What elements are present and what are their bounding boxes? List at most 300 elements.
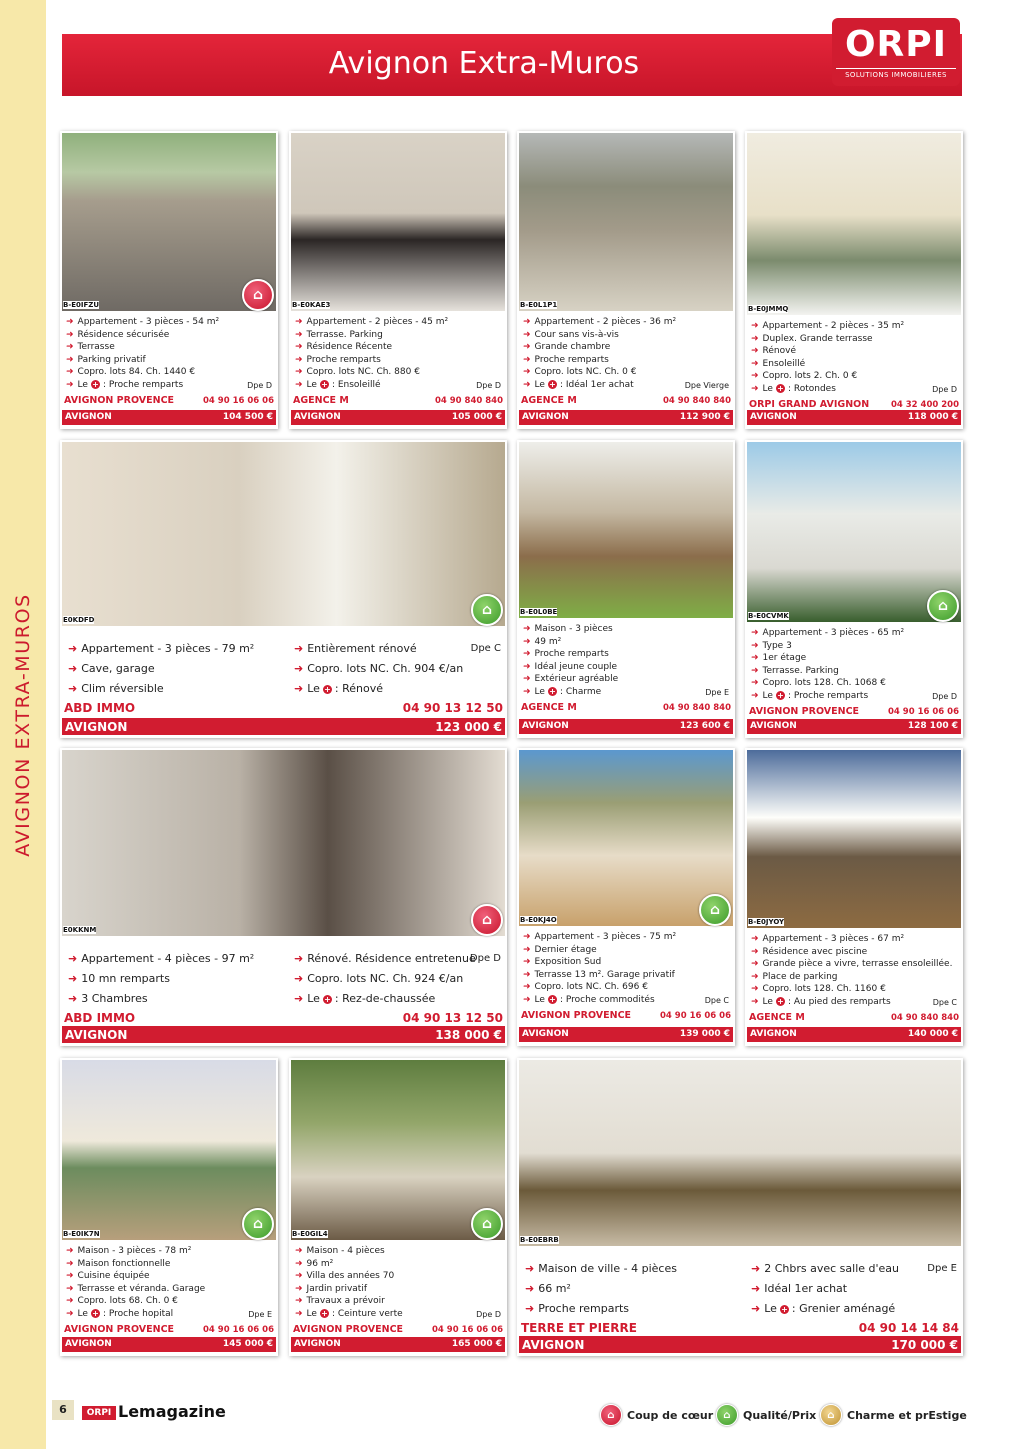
agency-name[interactable]: AVIGNON PROVENCE bbox=[293, 1324, 404, 1335]
listing-feature bbox=[295, 342, 392, 352]
listing-feature bbox=[751, 678, 886, 688]
plus-icon: + bbox=[549, 994, 556, 1004]
listing-price: 112 900 € bbox=[679, 412, 730, 422]
arrow-icon: ➜ bbox=[751, 946, 759, 957]
listing-feature bbox=[66, 1296, 178, 1306]
listing-price: 104 500 € bbox=[222, 412, 273, 422]
listing-city: AVIGNON bbox=[65, 720, 128, 734]
arrow-icon: ➜ bbox=[295, 1246, 303, 1256]
feature-text: Terrasse. Parking bbox=[762, 665, 839, 676]
highlight-prefix: Le bbox=[534, 379, 545, 390]
listing-card[interactable] bbox=[517, 1058, 963, 1356]
feature-text: Place de parking bbox=[762, 971, 838, 982]
arrow-icon: ➜ bbox=[751, 1302, 761, 1315]
listing-feature bbox=[68, 642, 254, 655]
feature-text: 49 m² bbox=[534, 636, 562, 647]
listing-highlight bbox=[294, 992, 435, 1005]
listing-highlight bbox=[523, 995, 655, 1005]
listing-feature bbox=[525, 1282, 571, 1295]
listing-card[interactable] bbox=[517, 440, 735, 738]
feature-text: Copro. lots 128. Ch. 1160 € bbox=[762, 984, 886, 994]
listing-price: 170 000 € bbox=[891, 1338, 958, 1352]
agency-name[interactable]: ABD IMMO bbox=[64, 1011, 136, 1025]
plus-icon: + bbox=[549, 686, 556, 696]
feature-text: Rénové bbox=[762, 346, 797, 356]
arrow-icon: ➜ bbox=[294, 972, 304, 985]
feature-text: Proche remparts bbox=[538, 1302, 630, 1315]
agency-phone[interactable]: 04 90 16 06 06 bbox=[660, 1011, 731, 1021]
listing-feature bbox=[295, 1284, 367, 1294]
price-bar bbox=[747, 410, 961, 425]
listing-reference: B-E0JMMQ bbox=[748, 305, 789, 313]
feature-text: Résidence sécurisée bbox=[77, 329, 170, 340]
legend-charme-prestige: ⌂ Charme et prEstige bbox=[820, 1403, 967, 1427]
arrow-icon: ➜ bbox=[68, 972, 78, 985]
arrow-icon: ➜ bbox=[66, 342, 74, 352]
arrow-icon: ➜ bbox=[523, 367, 531, 377]
listing-feature bbox=[66, 1271, 150, 1281]
listing-photo[interactable] bbox=[747, 750, 961, 928]
agency-phone[interactable]: 04 90 13 12 50 bbox=[402, 1011, 503, 1025]
feature-text: Maison - 4 pièces bbox=[306, 1246, 385, 1256]
highlight-text: : Au pied des remparts bbox=[787, 996, 891, 1007]
heart-house-icon: ⌂ bbox=[242, 279, 274, 311]
arrow-icon: ➜ bbox=[751, 371, 759, 381]
highlight-text: : Proche commodités bbox=[559, 994, 655, 1005]
dpe-rating: Dpe D bbox=[932, 384, 957, 394]
feature-text: Idéal 1er achat bbox=[764, 1282, 848, 1295]
listing-photo[interactable] bbox=[519, 1060, 961, 1246]
dpe-rating: Dpe D bbox=[476, 380, 501, 390]
agency-phone[interactable]: 04 90 840 840 bbox=[890, 1013, 959, 1023]
highlight-prefix: Le bbox=[77, 379, 88, 390]
plus-icon: + bbox=[324, 684, 331, 694]
listing-price: 123 000 € bbox=[435, 720, 502, 734]
dpe-rating: Dpe D bbox=[932, 691, 957, 701]
listing-reference: B-E0KJ4O bbox=[520, 916, 557, 924]
agency-name[interactable]: ABD IMMO bbox=[64, 701, 136, 715]
price-bar bbox=[62, 1026, 505, 1043]
listing-feature bbox=[294, 642, 417, 655]
legend-coup-de-coeur: ⌂ Coup de cœur bbox=[600, 1403, 713, 1427]
quality-house-icon: ⌂ bbox=[927, 590, 959, 622]
listing-feature bbox=[751, 371, 857, 381]
highlight-text: : Proche hopital bbox=[102, 1308, 174, 1319]
section-title: Avignon Extra-Muros bbox=[328, 46, 640, 81]
listing-feature bbox=[523, 945, 597, 955]
arrow-icon: ➜ bbox=[66, 1283, 74, 1294]
feature-text: Idéal jeune couple bbox=[534, 661, 618, 672]
agency-name[interactable]: AGENCE M bbox=[293, 395, 349, 406]
agency-name[interactable]: AVIGNON PROVENCE bbox=[64, 395, 175, 406]
listing-feature bbox=[66, 1246, 191, 1256]
agency-name[interactable]: AVIGNON PROVENCE bbox=[749, 706, 860, 717]
listing-reference: B-E0CVMK bbox=[748, 612, 789, 620]
arrow-icon: ➜ bbox=[294, 952, 304, 965]
agency-phone[interactable]: 04 90 14 14 84 bbox=[858, 1321, 959, 1335]
dpe-rating: Dpe C bbox=[704, 995, 729, 1005]
arrow-icon: ➜ bbox=[523, 674, 531, 684]
dpe-rating: Dpe C bbox=[470, 643, 501, 654]
listing-feature bbox=[751, 653, 806, 663]
agency-phone[interactable]: 04 90 16 06 06 bbox=[432, 1325, 503, 1335]
feature-text: Type 3 bbox=[762, 640, 792, 651]
listing-photo[interactable] bbox=[62, 133, 276, 311]
quality-house-icon: ⌂ bbox=[716, 1404, 738, 1426]
plus-icon: + bbox=[321, 1308, 328, 1318]
arrow-icon: ➜ bbox=[68, 992, 78, 1005]
feature-text: Terrasse 13 m². Garage privatif bbox=[534, 969, 675, 980]
listing-feature bbox=[751, 1262, 899, 1275]
listing-highlight bbox=[523, 687, 601, 697]
listing-feature bbox=[751, 628, 904, 638]
arrow-icon: ➜ bbox=[523, 317, 531, 327]
agency-name[interactable]: ORPI GRAND AVIGNON bbox=[749, 399, 870, 410]
highlight-text: : Ensoleillé bbox=[331, 379, 381, 390]
listing-feature bbox=[295, 1259, 333, 1269]
listing-feature bbox=[523, 932, 676, 942]
arrow-icon: ➜ bbox=[295, 1296, 303, 1306]
arrow-icon: ➜ bbox=[295, 1258, 303, 1269]
feature-text: Appartement - 3 pièces - 75 m² bbox=[534, 932, 677, 942]
feature-text: Cour sans vis-à-vis bbox=[534, 329, 619, 340]
listing-photo[interactable] bbox=[62, 442, 505, 626]
listing-feature bbox=[295, 317, 448, 327]
feature-text: 2 Chbrs avec salle d'eau bbox=[764, 1262, 899, 1275]
feature-text: Proche remparts bbox=[534, 354, 609, 365]
price-bar bbox=[62, 410, 276, 425]
listing-photo[interactable] bbox=[291, 133, 505, 311]
feature-text: Appartement - 4 pièces - 97 m² bbox=[81, 952, 255, 965]
arrow-icon: ➜ bbox=[295, 317, 303, 327]
highlight-text: : Ceinture verte bbox=[331, 1308, 403, 1319]
feature-text: Appartement - 2 pièces - 36 m² bbox=[534, 317, 677, 327]
listing-price: 123 600 € bbox=[679, 721, 730, 731]
arrow-icon: ➜ bbox=[751, 628, 759, 638]
arrow-icon: ➜ bbox=[68, 952, 78, 965]
listing-feature bbox=[68, 992, 148, 1005]
plus-icon: + bbox=[777, 690, 784, 700]
listing-city: AVIGNON bbox=[750, 721, 797, 731]
arrow-icon: ➜ bbox=[523, 982, 531, 992]
feature-text: Copro. lots NC. Ch. 696 € bbox=[534, 982, 648, 992]
agency-phone[interactable]: 04 90 840 840 bbox=[434, 396, 503, 406]
listing-feature bbox=[523, 957, 601, 967]
highlight-prefix: Le bbox=[307, 682, 320, 695]
arrow-icon: ➜ bbox=[523, 932, 531, 942]
heart-house-icon: ⌂ bbox=[471, 904, 503, 936]
arrow-icon: ➜ bbox=[523, 686, 531, 697]
agency-phone[interactable]: 04 90 16 06 06 bbox=[888, 707, 959, 717]
listing-feature bbox=[525, 1302, 629, 1315]
listing-feature bbox=[751, 666, 839, 676]
listing-price: 140 000 € bbox=[907, 1029, 958, 1039]
listing-feature bbox=[66, 1259, 170, 1269]
feature-text: Grande pièce a vivre, terrasse ensoleillée. bbox=[762, 959, 953, 969]
agency-phone[interactable]: 04 90 13 12 50 bbox=[402, 701, 503, 715]
agency-name[interactable]: AVIGNON PROVENCE bbox=[64, 1324, 175, 1335]
listing-card[interactable] bbox=[517, 748, 735, 1046]
feature-text: Maison fonctionnelle bbox=[77, 1258, 171, 1269]
arrow-icon: ➜ bbox=[751, 383, 759, 394]
listing-feature bbox=[295, 355, 381, 365]
listing-card[interactable] bbox=[289, 1058, 507, 1356]
listing-reference: B-E0EBRB bbox=[520, 1236, 559, 1244]
agency-phone[interactable]: 04 90 16 06 06 bbox=[203, 396, 274, 406]
feature-text: 96 m² bbox=[306, 1258, 334, 1269]
listing-feature bbox=[523, 317, 676, 327]
plus-icon: + bbox=[92, 1308, 99, 1318]
listing-photo[interactable] bbox=[291, 1060, 505, 1240]
arrow-icon: ➜ bbox=[751, 333, 759, 344]
agency-name[interactable]: TERRE ET PIERRE bbox=[521, 1321, 637, 1335]
listing-photo[interactable] bbox=[519, 442, 733, 618]
price-bar bbox=[747, 1027, 961, 1042]
listing-feature bbox=[68, 972, 170, 985]
feature-text: Villa des années 70 bbox=[306, 1271, 395, 1281]
price-bar bbox=[62, 1337, 276, 1352]
highlight-prefix: Le bbox=[762, 383, 773, 394]
listing-feature bbox=[751, 334, 873, 344]
arrow-icon: ➜ bbox=[751, 690, 759, 701]
highlight-text: : Proche remparts bbox=[787, 690, 869, 701]
arrow-icon: ➜ bbox=[66, 1296, 74, 1306]
listing-card[interactable] bbox=[60, 1058, 278, 1356]
arrow-icon: ➜ bbox=[295, 354, 303, 365]
listing-card[interactable] bbox=[60, 748, 507, 1046]
listing-feature bbox=[68, 952, 254, 965]
listing-feature bbox=[66, 355, 146, 365]
listing-highlight bbox=[751, 384, 836, 394]
listing-feature bbox=[523, 674, 618, 684]
listing-card[interactable] bbox=[745, 131, 963, 429]
plus-icon: + bbox=[777, 996, 784, 1006]
agency-name[interactable]: AGENCE M bbox=[521, 395, 577, 406]
feature-text: Grande chambre bbox=[534, 342, 611, 352]
listing-reference: B-E0JYOY bbox=[748, 918, 785, 926]
agency-name[interactable]: AGENCE M bbox=[521, 702, 577, 713]
charm-house-icon: ⌂ bbox=[820, 1404, 842, 1426]
arrow-icon: ➜ bbox=[68, 642, 78, 655]
listing-city: AVIGNON bbox=[65, 412, 112, 422]
listing-highlight bbox=[523, 380, 634, 390]
dpe-rating: Dpe D bbox=[469, 953, 501, 964]
listing-card[interactable] bbox=[289, 131, 507, 429]
listing-city: AVIGNON bbox=[522, 1029, 569, 1039]
arrow-icon: ➜ bbox=[523, 329, 531, 340]
feature-text: Terrasse bbox=[77, 342, 115, 352]
listing-feature bbox=[523, 970, 675, 980]
arrow-icon: ➜ bbox=[751, 358, 759, 369]
section-banner bbox=[62, 34, 962, 96]
listing-feature bbox=[751, 972, 838, 982]
listing-city: AVIGNON bbox=[294, 1339, 341, 1349]
listing-feature bbox=[523, 330, 619, 340]
feature-text: Entièrement rénové bbox=[307, 642, 417, 655]
listing-city: AVIGNON bbox=[522, 412, 569, 422]
feature-text: Parking privatif bbox=[77, 354, 146, 365]
listing-price: 139 000 € bbox=[679, 1029, 730, 1039]
listing-photo[interactable] bbox=[519, 133, 733, 311]
highlight-prefix: Le bbox=[534, 994, 545, 1005]
listing-city: AVIGNON bbox=[522, 721, 569, 731]
agency-name[interactable]: AGENCE M bbox=[749, 1012, 805, 1023]
arrow-icon: ➜ bbox=[295, 342, 303, 352]
arrow-icon: ➜ bbox=[66, 1308, 74, 1319]
listing-city: AVIGNON bbox=[522, 1338, 585, 1352]
quality-house-icon: ⌂ bbox=[242, 1208, 274, 1240]
listing-feature bbox=[294, 972, 463, 985]
arrow-icon: ➜ bbox=[295, 1283, 303, 1294]
agency-phone[interactable]: 04 90 840 840 bbox=[662, 396, 731, 406]
listing-card[interactable] bbox=[745, 440, 963, 738]
feature-text: Copro. lots NC. Ch. 0 € bbox=[534, 367, 637, 377]
listing-photo[interactable] bbox=[519, 750, 733, 926]
arrow-icon: ➜ bbox=[295, 1308, 303, 1319]
arrow-icon: ➜ bbox=[751, 1262, 761, 1275]
agency-phone[interactable]: 04 32 400 200 bbox=[890, 400, 959, 410]
arrow-icon: ➜ bbox=[751, 653, 759, 663]
listing-feature bbox=[295, 1271, 394, 1281]
arrow-icon: ➜ bbox=[295, 367, 303, 377]
agency-phone[interactable]: 04 90 840 840 bbox=[662, 703, 731, 713]
arrow-icon: ➜ bbox=[523, 969, 531, 980]
listing-price: 118 000 € bbox=[907, 412, 958, 422]
arrow-icon: ➜ bbox=[294, 682, 304, 695]
arrow-icon: ➜ bbox=[523, 342, 531, 352]
plus-icon: + bbox=[549, 379, 556, 389]
listing-card[interactable] bbox=[60, 131, 278, 429]
listing-feature bbox=[66, 1284, 205, 1294]
feature-text: Résidence Récente bbox=[306, 342, 393, 352]
heart-house-icon: ⌂ bbox=[600, 1404, 622, 1426]
listing-feature bbox=[295, 367, 420, 377]
feature-text: Copro. lots 84. Ch. 1440 € bbox=[77, 367, 196, 377]
highlight-text: : Idéal 1er achat bbox=[559, 379, 634, 390]
dpe-rating: Dpe Vierge bbox=[684, 380, 729, 390]
arrow-icon: ➜ bbox=[66, 1246, 74, 1256]
listing-feature bbox=[523, 342, 610, 352]
listing-city: AVIGNON bbox=[65, 1028, 128, 1042]
arrow-icon: ➜ bbox=[66, 379, 74, 390]
highlight-text: : Rénové bbox=[334, 682, 384, 695]
arrow-icon: ➜ bbox=[523, 649, 531, 659]
arrow-icon: ➜ bbox=[523, 354, 531, 365]
listing-price: 105 000 € bbox=[451, 412, 502, 422]
dpe-rating: Dpe E bbox=[705, 687, 729, 697]
agency-name[interactable]: AVIGNON PROVENCE bbox=[521, 1010, 632, 1021]
listing-feature bbox=[295, 1296, 385, 1306]
feature-text: Résidence avec piscine bbox=[762, 946, 868, 957]
feature-text: Clim réversible bbox=[81, 682, 164, 695]
price-bar bbox=[291, 1337, 505, 1352]
highlight-prefix: Le bbox=[764, 1302, 777, 1315]
arrow-icon: ➜ bbox=[751, 678, 759, 688]
listing-highlight bbox=[295, 380, 381, 390]
arrow-icon: ➜ bbox=[751, 321, 759, 331]
plus-icon: + bbox=[781, 1304, 788, 1314]
listing-feature bbox=[66, 330, 169, 340]
feature-text: 66 m² bbox=[538, 1282, 571, 1295]
arrow-icon: ➜ bbox=[66, 329, 74, 340]
arrow-icon: ➜ bbox=[523, 379, 531, 390]
listing-reference: B-E0L0BE bbox=[520, 608, 558, 616]
highlight-text: : Rez-de-chaussée bbox=[334, 992, 436, 1005]
feature-text: Rénové. Résidence entretenue bbox=[307, 952, 476, 965]
arrow-icon: ➜ bbox=[66, 317, 74, 327]
feature-text: Duplex. Grande terrasse bbox=[762, 333, 873, 344]
dpe-rating: Dpe E bbox=[248, 1309, 272, 1319]
listing-city: AVIGNON bbox=[294, 412, 341, 422]
feature-text: Appartement - 2 pièces - 45 m² bbox=[306, 317, 449, 327]
listing-reference: B-E0L1P1 bbox=[520, 301, 558, 309]
arrow-icon: ➜ bbox=[523, 994, 531, 1005]
listing-highlight bbox=[751, 691, 868, 701]
legend-qualite-prix: ⌂ Qualité/Prix bbox=[716, 1403, 816, 1427]
listing-card[interactable] bbox=[517, 131, 735, 429]
listing-highlight bbox=[66, 1309, 173, 1319]
listing-reference: B-E0IFZU bbox=[63, 301, 100, 309]
listing-feature bbox=[523, 367, 636, 377]
listing-feature bbox=[751, 641, 792, 651]
arrow-icon: ➜ bbox=[66, 1258, 74, 1269]
listing-card[interactable] bbox=[60, 440, 507, 738]
listing-reference: E0KKNM bbox=[63, 926, 97, 934]
highlight-prefix: Le bbox=[762, 996, 773, 1007]
listing-feature bbox=[294, 662, 463, 675]
arrow-icon: ➜ bbox=[751, 971, 759, 982]
listing-photo[interactable] bbox=[62, 1060, 276, 1240]
feature-text: Cuisine équipée bbox=[77, 1271, 150, 1281]
agency-phone[interactable]: 04 90 16 06 06 bbox=[203, 1325, 274, 1335]
section-side-title: AVIGNON EXTRA-MUROS bbox=[12, 593, 35, 857]
price-bar bbox=[519, 410, 733, 425]
dpe-rating: Dpe D bbox=[476, 1309, 501, 1319]
arrow-icon: ➜ bbox=[751, 1282, 761, 1295]
listing-price: 128 100 € bbox=[907, 721, 958, 731]
feature-text: Copro. lots NC. Ch. 904 €/an bbox=[307, 662, 464, 675]
listing-highlight bbox=[295, 1309, 403, 1319]
listing-card[interactable] bbox=[745, 748, 963, 1046]
price-bar bbox=[291, 410, 505, 425]
quality-house-icon: ⌂ bbox=[699, 894, 731, 926]
arrow-icon: ➜ bbox=[523, 636, 531, 647]
price-bar bbox=[519, 719, 733, 734]
plus-icon: + bbox=[321, 379, 328, 389]
feature-text: Maison de ville - 4 pièces bbox=[538, 1262, 677, 1275]
listing-photo[interactable] bbox=[747, 442, 961, 622]
price-bar bbox=[747, 719, 961, 734]
highlight-prefix: Le bbox=[762, 690, 773, 701]
listing-feature bbox=[751, 321, 904, 331]
listing-feature bbox=[295, 330, 383, 340]
feature-text: Appartement - 3 pièces - 79 m² bbox=[81, 642, 255, 655]
listing-photo[interactable] bbox=[747, 133, 961, 315]
feature-text: Copro. lots NC. Ch. 924 €/an bbox=[307, 972, 464, 985]
highlight-text: : Rotondes bbox=[787, 383, 836, 394]
listing-feature bbox=[68, 682, 164, 695]
listing-feature bbox=[294, 952, 476, 965]
plus-icon: + bbox=[777, 383, 784, 393]
feature-text: Jardin privatif bbox=[306, 1283, 367, 1294]
arrow-icon: ➜ bbox=[751, 959, 759, 969]
quality-house-icon: ⌂ bbox=[471, 1208, 503, 1240]
listing-photo[interactable] bbox=[62, 750, 505, 936]
price-bar bbox=[519, 1027, 733, 1042]
arrow-icon: ➜ bbox=[523, 957, 531, 967]
listing-feature bbox=[751, 346, 796, 356]
arrow-icon: ➜ bbox=[523, 661, 531, 672]
